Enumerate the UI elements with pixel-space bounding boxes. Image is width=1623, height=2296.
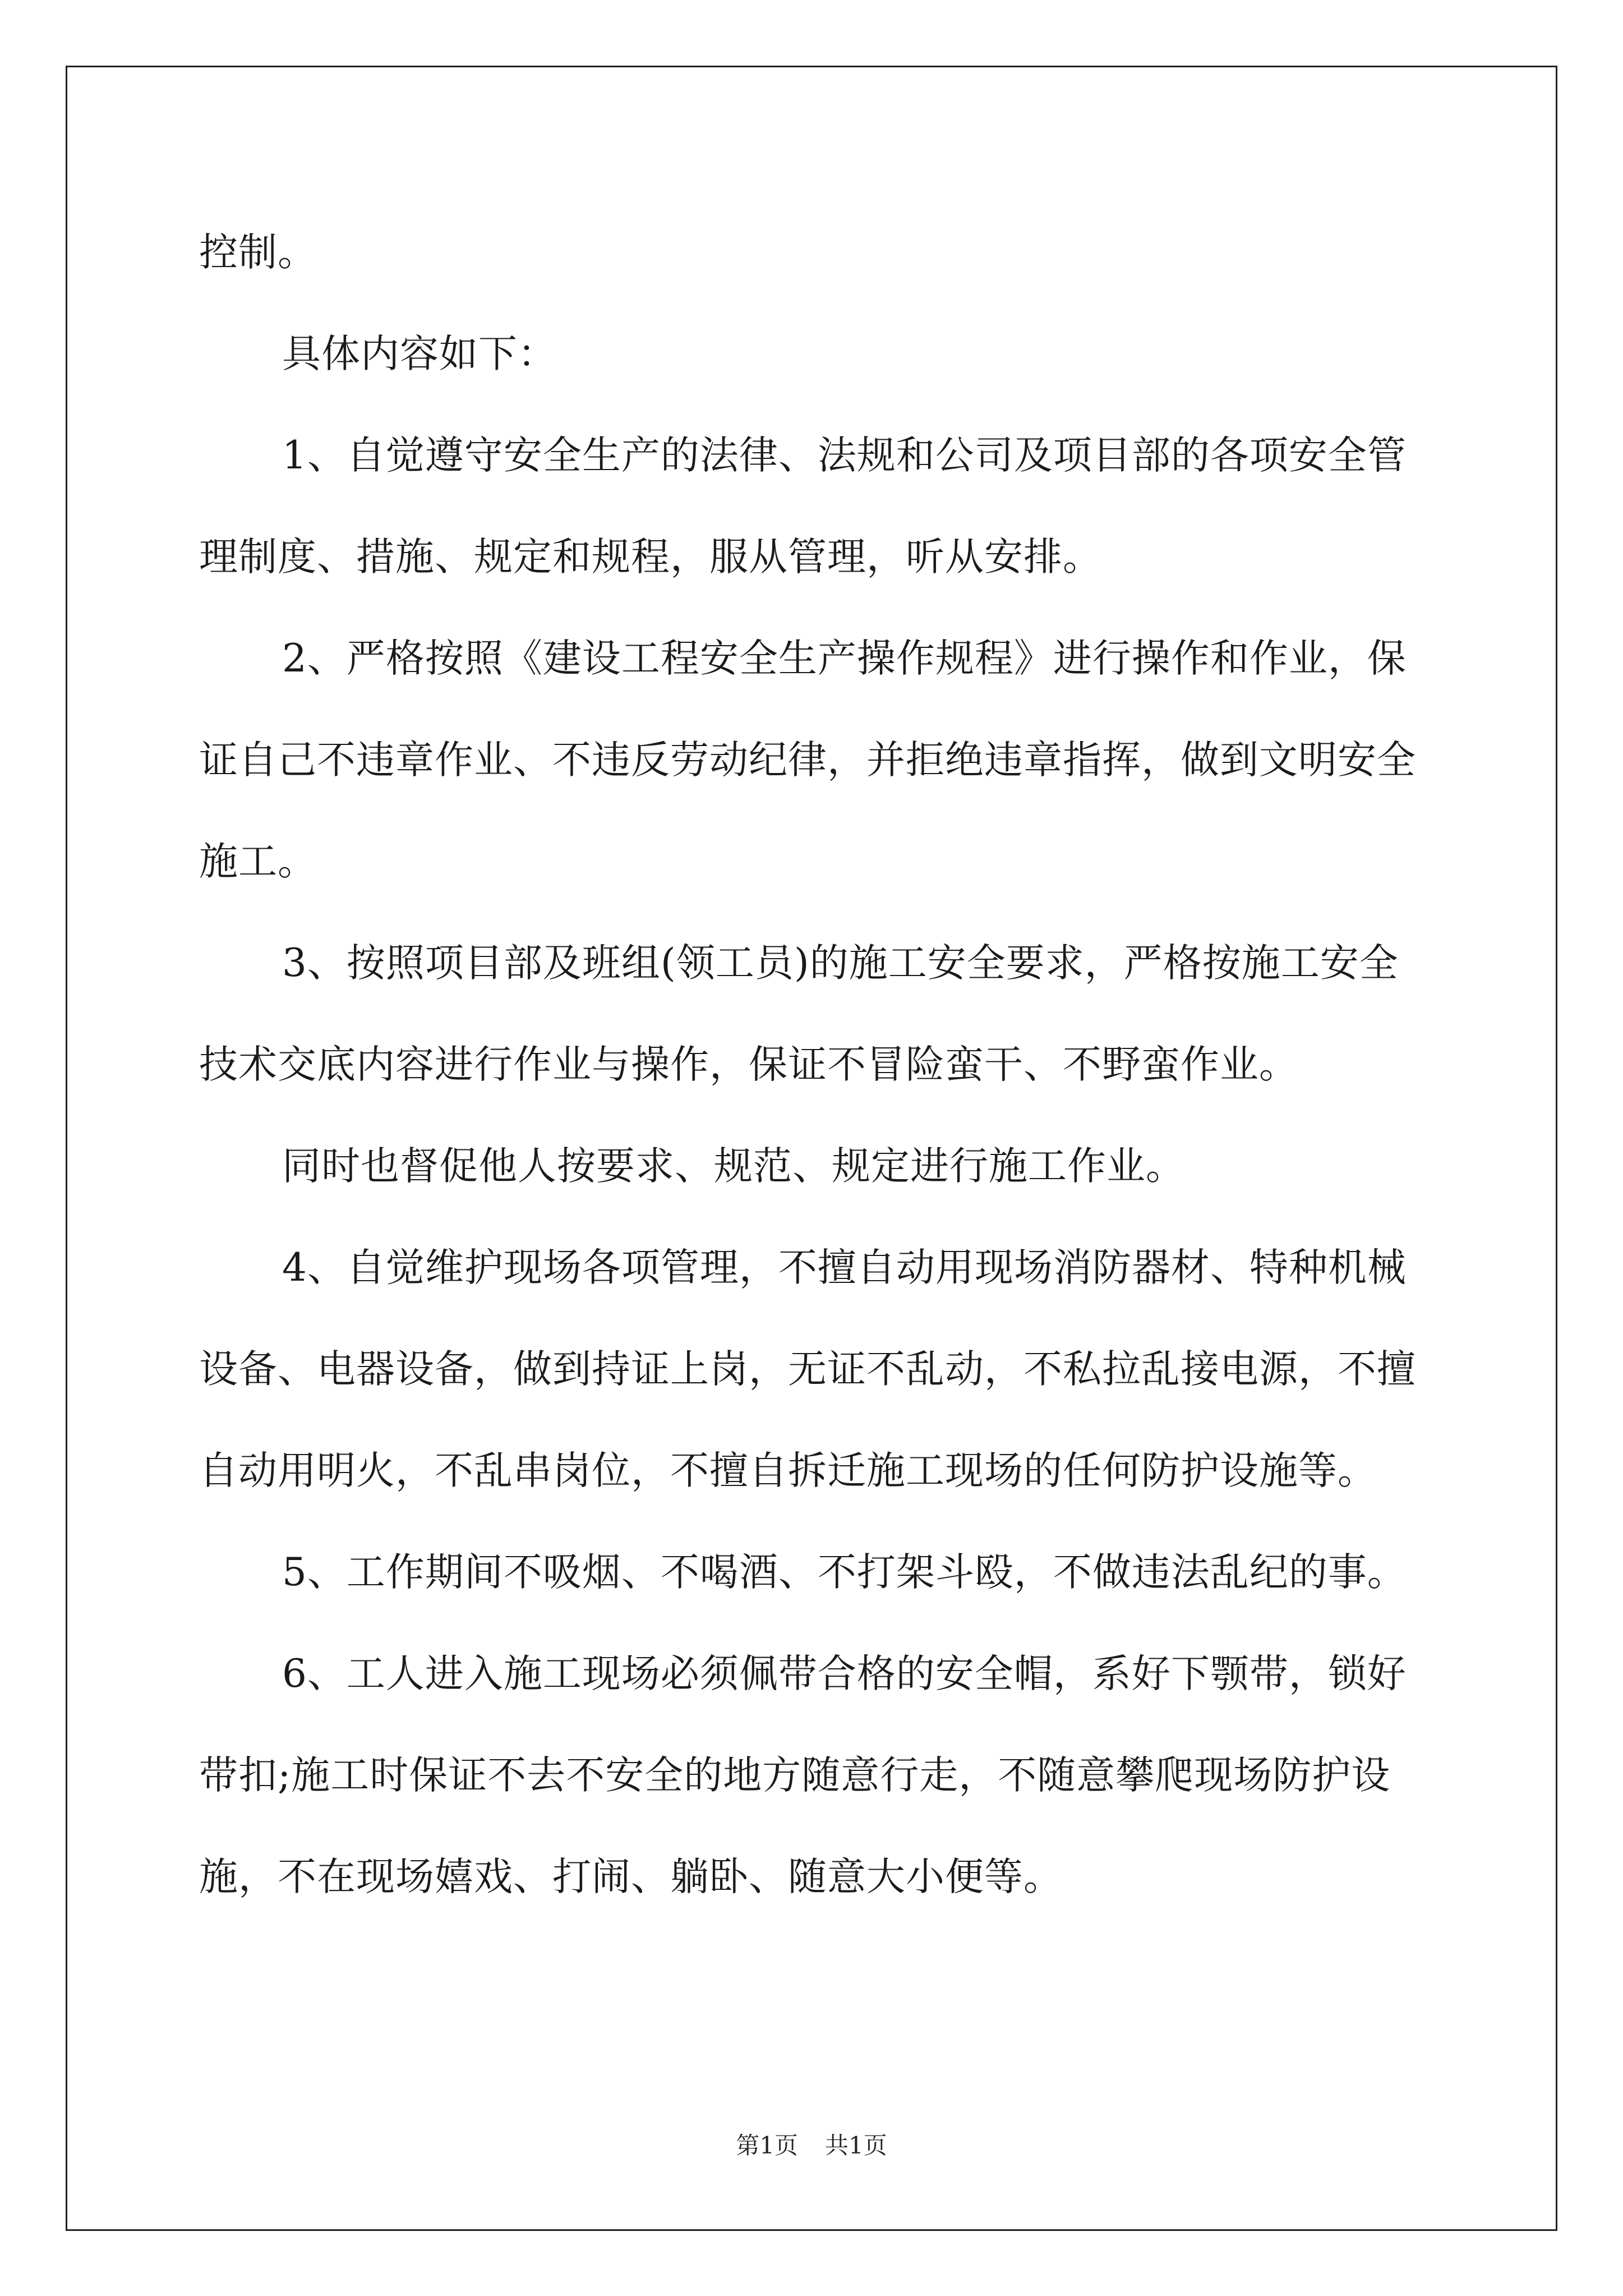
page-number-current: 第1页 <box>736 2132 798 2159</box>
paragraph-continuation: 控制。 <box>199 230 317 275</box>
paragraph-item-5: 5、工作期间不吸烟、不喝酒、不打架斗殴，不做违法乱纪的事。 <box>282 1550 1407 1595</box>
paragraph-intro: 具体内容如下： <box>282 332 557 376</box>
document-body <box>199 202 1427 1928</box>
paragraph-item-4: 4、自觉维护现场各项管理，不擅自动用现场消防器材、特种机械设备、电器设备，做到持证上岗，无证不乱动，不私拉乱接电源，不擅自动用明火，不乱串岗位，不擅自拆迁施工现场的任何防护设施等。 <box>199 1245 1416 1493</box>
page-number-total: 共1页 <box>825 2132 887 2159</box>
paragraph-item-1: 1、自觉遵守安全生产的法律、法规和公司及项目部的各项安全管理制度、措施、规定和规程，服从管理，听从安排。 <box>199 433 1407 579</box>
paragraph-item-2: 2、严格按照《建设工程安全生产操作规程》进行操作和作业，保证自己不违章作业、不违反劳动纪律，并拒绝违章指挥，做到文明安全施工。 <box>199 636 1416 884</box>
page-footer <box>0 2129 1623 2162</box>
paragraph-item-3: 3、按照项目部及班组(领工员)的施工安全要求，严格按施工安全技术交底内容进行作业与操作，保证不冒险蛮干、不野蛮作业。 <box>199 941 1399 1087</box>
paragraph-item-6: 6、工人进入施工现场必须佩带合格的安全帽，系好下颚带，锁好带扣;施工时保证不去不安全的地方随意行走，不随意攀爬现场防护设施，不在现场嬉戏、打闹、躺卧、随意大小便等。 <box>199 1651 1407 1899</box>
paragraph-item-3-note: 同时也督促他人按要求、规范、规定进行施工作业。 <box>282 1144 1185 1189</box>
